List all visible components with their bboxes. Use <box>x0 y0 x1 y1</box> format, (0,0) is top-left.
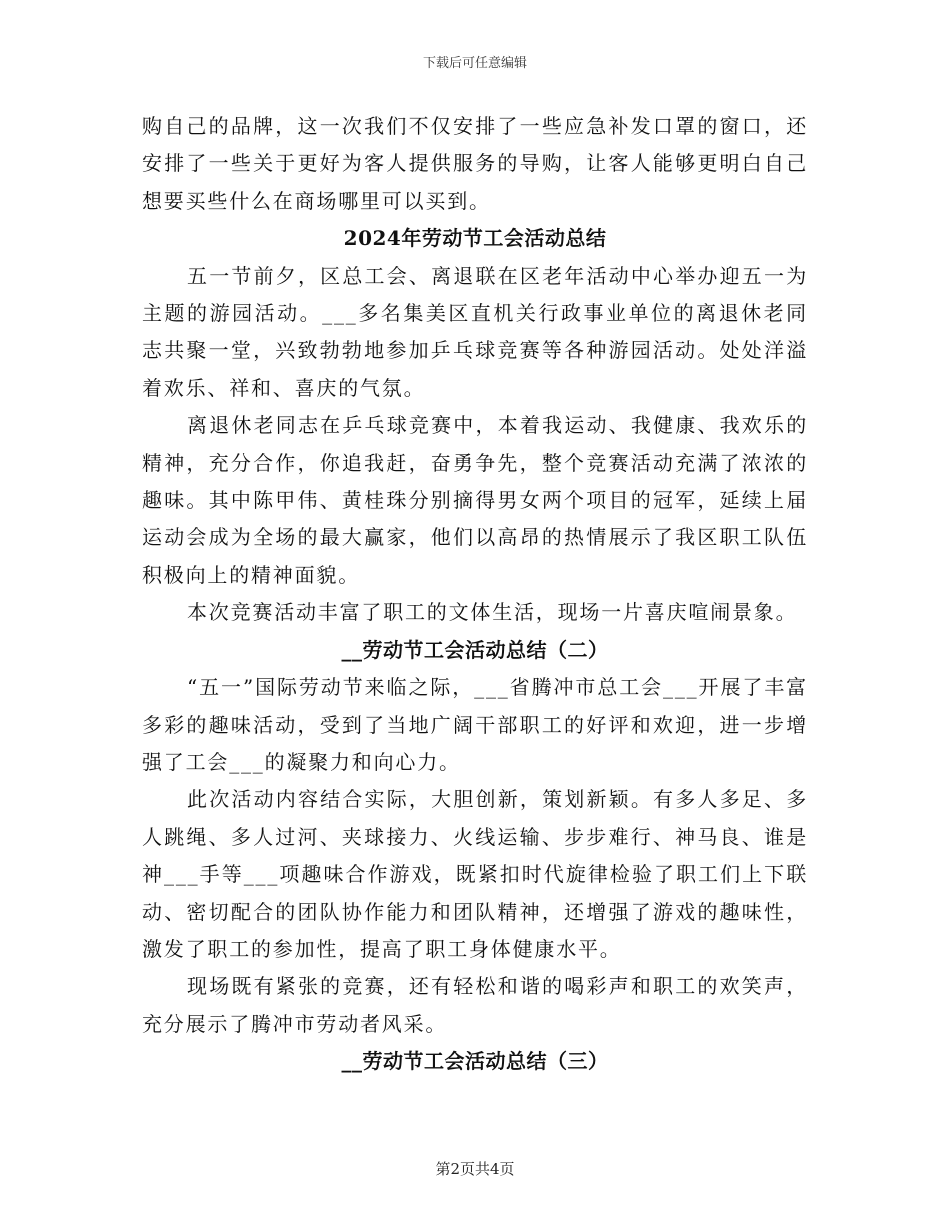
section-title: 2024年劳动节工会活动总结 <box>343 226 607 251</box>
paragraph: 此次活动内容结合实际，大胆创新，策划新颖。有多人多足、多人跳绳、多人过河、夹球接力、火线运输、步步难行、神马良、谁是神___手等___项趣味合作游戏，既紧扣时代旋律检验了职工们上下联动、密切配合的团队协作能力和团队精神，还增强了游戏的趣味性，激发了职工的参加性，提高了职工身体健康水平。 <box>142 787 808 961</box>
paragraph: 现场既有紧张的竞赛，还有轻松和谐的喝彩声和职工的欢笑声，充分展示了腾冲市劳动者风采。 <box>142 974 808 1036</box>
paragraph: “五一”国际劳动节来临之际，___省腾冲市总工会___开展了丰富多彩的趣味活动，受到了当地广阔干部职工的好评和欢迎，进一步增强了工会___的凝聚力和向心力。 <box>142 675 808 774</box>
paragraph: 五一节前夕，区总工会、离退联在区老年活动中心举办迎五一为主题的游园活动。___多名集美区直机关行政事业单位的离退休老同志共聚一堂，兴致勃勃地参加乒乓球竞赛等各种游园活动。处处洋溢着欢乐、祥和、喜庆的气氛。 <box>142 263 808 400</box>
paragraph: 购自己的品牌，这一次我们不仅安排了一些应急补发口罩的窗口，还安排了一些关于更好为客人提供服务的导购，让客人能够更明白自己想要买些什么在商场哪里可以买到。 <box>142 114 808 213</box>
paragraph: 本次竞赛活动丰富了职工的文体生活，现场一片喜庆喧闹景象。 <box>187 600 798 625</box>
section-title: __劳动节工会活动总结（二） <box>341 637 609 662</box>
page-header: 下载后可任意编辑 <box>422 56 527 71</box>
page-footer: 第2页共4页 <box>435 1160 515 1178</box>
paragraph: 离退休老同志在乒乓球竞赛中，本着我运动、我健康、我欢乐的精神，充分合作，你追我赶，奋勇争先，整个竞赛活动充满了浓浓的趣味。其中陈甲伟、黄桂珠分别摘得男女两个项目的冠军，延续上届运动会成为全场的最大赢家，他们以高昂的热情展示了我区职工队伍积极向上的精神面貌。 <box>142 413 808 587</box>
section-title: __劳动节工会活动总结（三） <box>341 1049 609 1074</box>
document-body <box>142 108 808 1081</box>
